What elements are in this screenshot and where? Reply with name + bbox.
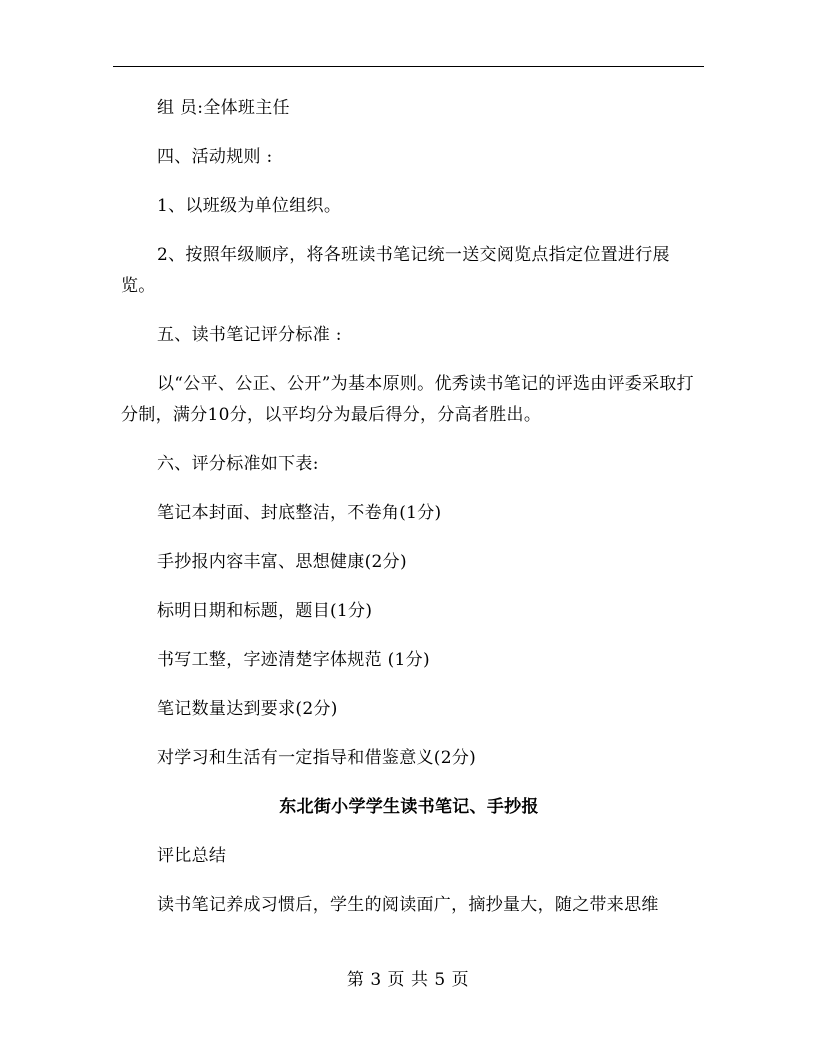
header-rule: [113, 66, 704, 67]
paragraph: 四、活动规则 :: [157, 147, 273, 167]
paragraph: 以“公平、公正、公开”为基本原则。优秀读书笔记的评选由评委采取打分制，满分10分，以平均分为最后得分，分高者胜出。: [121, 374, 694, 425]
page-footer: 第 3 页 共 5 页: [346, 970, 470, 990]
paragraph: 书写工整，字迹清楚字体规范 (1分): [157, 650, 430, 670]
paragraph: 读书笔记养成习惯后，学生的阅读面广，摘抄量大，随之带来思维: [157, 895, 659, 915]
paragraph: 1、以班级为单位组织。: [157, 196, 342, 216]
paragraph: 五、读书笔记评分标准 :: [157, 325, 342, 345]
paragraph: 笔记本封面、封底整洁，不卷角(1分): [157, 503, 442, 523]
paragraph: 组 员:全体班主任: [157, 98, 290, 118]
paragraph: 评比总结: [157, 846, 227, 866]
document-body: [121, 93, 697, 939]
paragraph: 笔记数量达到要求(2分): [157, 699, 338, 719]
paragraph: 手抄报内容丰富、思想健康(2分): [157, 552, 407, 572]
paragraph: 六、评分标准如下表:: [157, 454, 319, 474]
paragraph: 2、按照年级顺序，将各班读书笔记统一送交阅览点指定位置进行展览。: [121, 245, 670, 296]
paragraph: 标明日期和标题，题目(1分): [157, 601, 373, 621]
paragraph: 对学习和生活有一定指导和借鉴意义(2分): [157, 748, 477, 768]
section-title: 东北街小学学生读书笔记、手抄报: [279, 797, 539, 817]
